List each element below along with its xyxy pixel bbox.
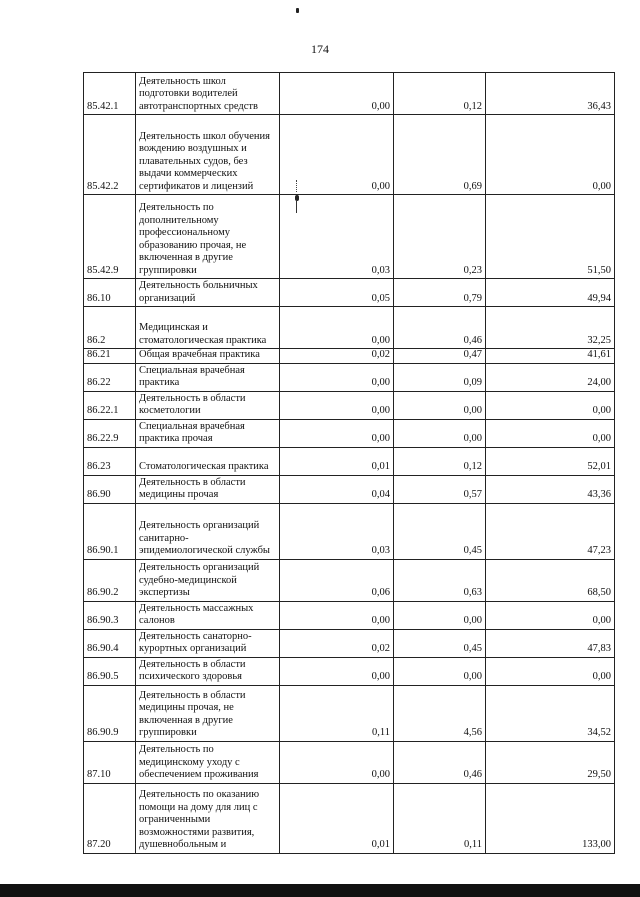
- value-cell-1: 0,01: [280, 447, 394, 475]
- value-cell-2: 0,46: [394, 741, 486, 783]
- value-cell-2: 0,45: [394, 503, 486, 559]
- value-cell-1: 0,03: [280, 503, 394, 559]
- name-cell: Деятельность по медицинскому уходу с обеспечением проживания: [136, 741, 280, 783]
- name-cell: Деятельность школ подготовки водителей автотранспортных средств: [136, 73, 280, 115]
- code-cell: 86.90.1: [84, 503, 136, 559]
- code-cell: 86.90.5: [84, 657, 136, 685]
- value-cell-3: 133,00: [486, 783, 615, 853]
- value-cell-1: 0,01: [280, 783, 394, 853]
- table-row: [84, 349, 615, 364]
- value-cell-3: 34,52: [486, 685, 615, 741]
- name-cell: Деятельность в области медицины прочая: [136, 475, 280, 503]
- value-cell-3: 0,00: [486, 391, 615, 419]
- value-cell-1: 0,00: [280, 657, 394, 685]
- value-cell-3: 24,00: [486, 363, 615, 391]
- table-row: [84, 657, 615, 685]
- value-cell-2: 0,69: [394, 115, 486, 195]
- value-cell-3: 29,50: [486, 741, 615, 783]
- value-cell-2: 0,00: [394, 601, 486, 629]
- table-row: [84, 601, 615, 629]
- value-cell-2: 0,12: [394, 73, 486, 115]
- value-cell-3: 51,50: [486, 195, 615, 279]
- value-cell-2: 0,09: [394, 363, 486, 391]
- code-cell: 86.23: [84, 447, 136, 475]
- code-cell: 86.22: [84, 363, 136, 391]
- table-row: [84, 115, 615, 195]
- code-cell: 86.22.1: [84, 391, 136, 419]
- table-row: [84, 475, 615, 503]
- value-cell-3: 36,43: [486, 73, 615, 115]
- value-cell-3: 43,36: [486, 475, 615, 503]
- table-row: [84, 419, 615, 447]
- scan-bottom-edge: [0, 884, 640, 897]
- page-number: 174: [311, 42, 329, 56]
- value-cell-2: 0,45: [394, 629, 486, 657]
- name-cell: Специальная врачебная практика прочая: [136, 419, 280, 447]
- value-cell-2: 0,57: [394, 475, 486, 503]
- table-row: [84, 363, 615, 391]
- value-cell-3: 68,50: [486, 559, 615, 601]
- activity-table: [83, 72, 615, 854]
- value-cell-3: 47,83: [486, 629, 615, 657]
- value-cell-3: 52,01: [486, 447, 615, 475]
- table-row: [84, 741, 615, 783]
- value-cell-3: 41,61: [486, 349, 615, 364]
- value-cell-1: 0,00: [280, 601, 394, 629]
- name-cell: Специальная врачебная практика: [136, 363, 280, 391]
- value-cell-3: 47,23: [486, 503, 615, 559]
- value-cell-2: 0,23: [394, 195, 486, 279]
- name-cell: Медицинская и стоматологическая практика: [136, 307, 280, 349]
- value-cell-2: 0,47: [394, 349, 486, 364]
- code-cell: 86.21: [84, 349, 136, 364]
- name-cell: Деятельность санаторно-курортных организаций: [136, 629, 280, 657]
- table-row: [84, 195, 615, 279]
- table-row: [84, 629, 615, 657]
- name-cell: Деятельность в области медицины прочая, не включенная в другие группировки: [136, 685, 280, 741]
- value-cell-1: 0,06: [280, 559, 394, 601]
- value-cell-1: 0,00: [280, 363, 394, 391]
- scan-speck: [296, 8, 299, 13]
- value-cell-1: 0,00: [280, 115, 394, 195]
- value-cell-1: 0,00: [280, 741, 394, 783]
- value-cell-1: 0,00: [280, 419, 394, 447]
- table-row: [84, 503, 615, 559]
- value-cell-3: 0,00: [486, 601, 615, 629]
- value-cell-3: 0,00: [486, 419, 615, 447]
- value-cell-1: 0,11: [280, 685, 394, 741]
- value-cell-2: 0,79: [394, 279, 486, 307]
- value-cell-1: 0,00: [280, 73, 394, 115]
- code-cell: 86.90: [84, 475, 136, 503]
- code-cell: 86.90.9: [84, 685, 136, 741]
- value-cell-1: 0,02: [280, 629, 394, 657]
- value-cell-1: 0,05: [280, 279, 394, 307]
- value-cell-2: 0,11: [394, 783, 486, 853]
- value-cell-2: 4,56: [394, 685, 486, 741]
- name-cell: Деятельность организаций санитарно-эпидемиологической службы: [136, 503, 280, 559]
- value-cell-3: 32,25: [486, 307, 615, 349]
- code-cell: 86.90.3: [84, 601, 136, 629]
- name-cell: Деятельность в области косметологии: [136, 391, 280, 419]
- name-cell: Деятельность по оказанию помощи на дому для лиц с ограниченными возможностями развития, душевнобольным и: [136, 783, 280, 853]
- code-cell: 86.2: [84, 307, 136, 349]
- value-cell-2: 0,00: [394, 391, 486, 419]
- value-cell-1: 0,03: [280, 195, 394, 279]
- table-row: [84, 783, 615, 853]
- value-cell-1: 0,04: [280, 475, 394, 503]
- code-cell: 85.42.2: [84, 115, 136, 195]
- code-cell: 86.90.2: [84, 559, 136, 601]
- table-row: [84, 391, 615, 419]
- value-cell-3: 0,00: [486, 115, 615, 195]
- value-cell-3: 0,00: [486, 657, 615, 685]
- table-row: [84, 447, 615, 475]
- value-cell-2: 0,00: [394, 419, 486, 447]
- value-cell-1: 0,00: [280, 307, 394, 349]
- value-cell-1: 0,02: [280, 349, 394, 364]
- table-row: [84, 559, 615, 601]
- value-cell-2: 0,00: [394, 657, 486, 685]
- table-row: [84, 685, 615, 741]
- table-body: [84, 73, 615, 854]
- name-cell: Деятельность в области психического здоровья: [136, 657, 280, 685]
- name-cell: Деятельность массажных салонов: [136, 601, 280, 629]
- name-cell: Деятельность организаций судебно-медицинской экспертизы: [136, 559, 280, 601]
- value-cell-2: 0,63: [394, 559, 486, 601]
- name-cell: Деятельность школ обучения вождению воздушных и плавательных судов, без выдачи коммерческих сертификатов и лицензий: [136, 115, 280, 195]
- value-cell-2: 0,46: [394, 307, 486, 349]
- name-cell: Стоматологическая практика: [136, 447, 280, 475]
- name-cell: Общая врачебная практика: [136, 349, 280, 364]
- name-cell: Деятельность по дополнительному профессиональному образованию прочая, не включенная в другие группировки: [136, 195, 280, 279]
- value-cell-2: 0,12: [394, 447, 486, 475]
- code-cell: 86.90.4: [84, 629, 136, 657]
- value-cell-3: 49,94: [486, 279, 615, 307]
- table-row: [84, 307, 615, 349]
- code-cell: 85.42.9: [84, 195, 136, 279]
- value-cell-1: 0,00: [280, 391, 394, 419]
- code-cell: 87.20: [84, 783, 136, 853]
- code-cell: 87.10: [84, 741, 136, 783]
- code-cell: 86.22.9: [84, 419, 136, 447]
- table-row: [84, 279, 615, 307]
- code-cell: 86.10: [84, 279, 136, 307]
- name-cell: Деятельность больничных организаций: [136, 279, 280, 307]
- code-cell: 85.42.1: [84, 73, 136, 115]
- table-row: [84, 73, 615, 115]
